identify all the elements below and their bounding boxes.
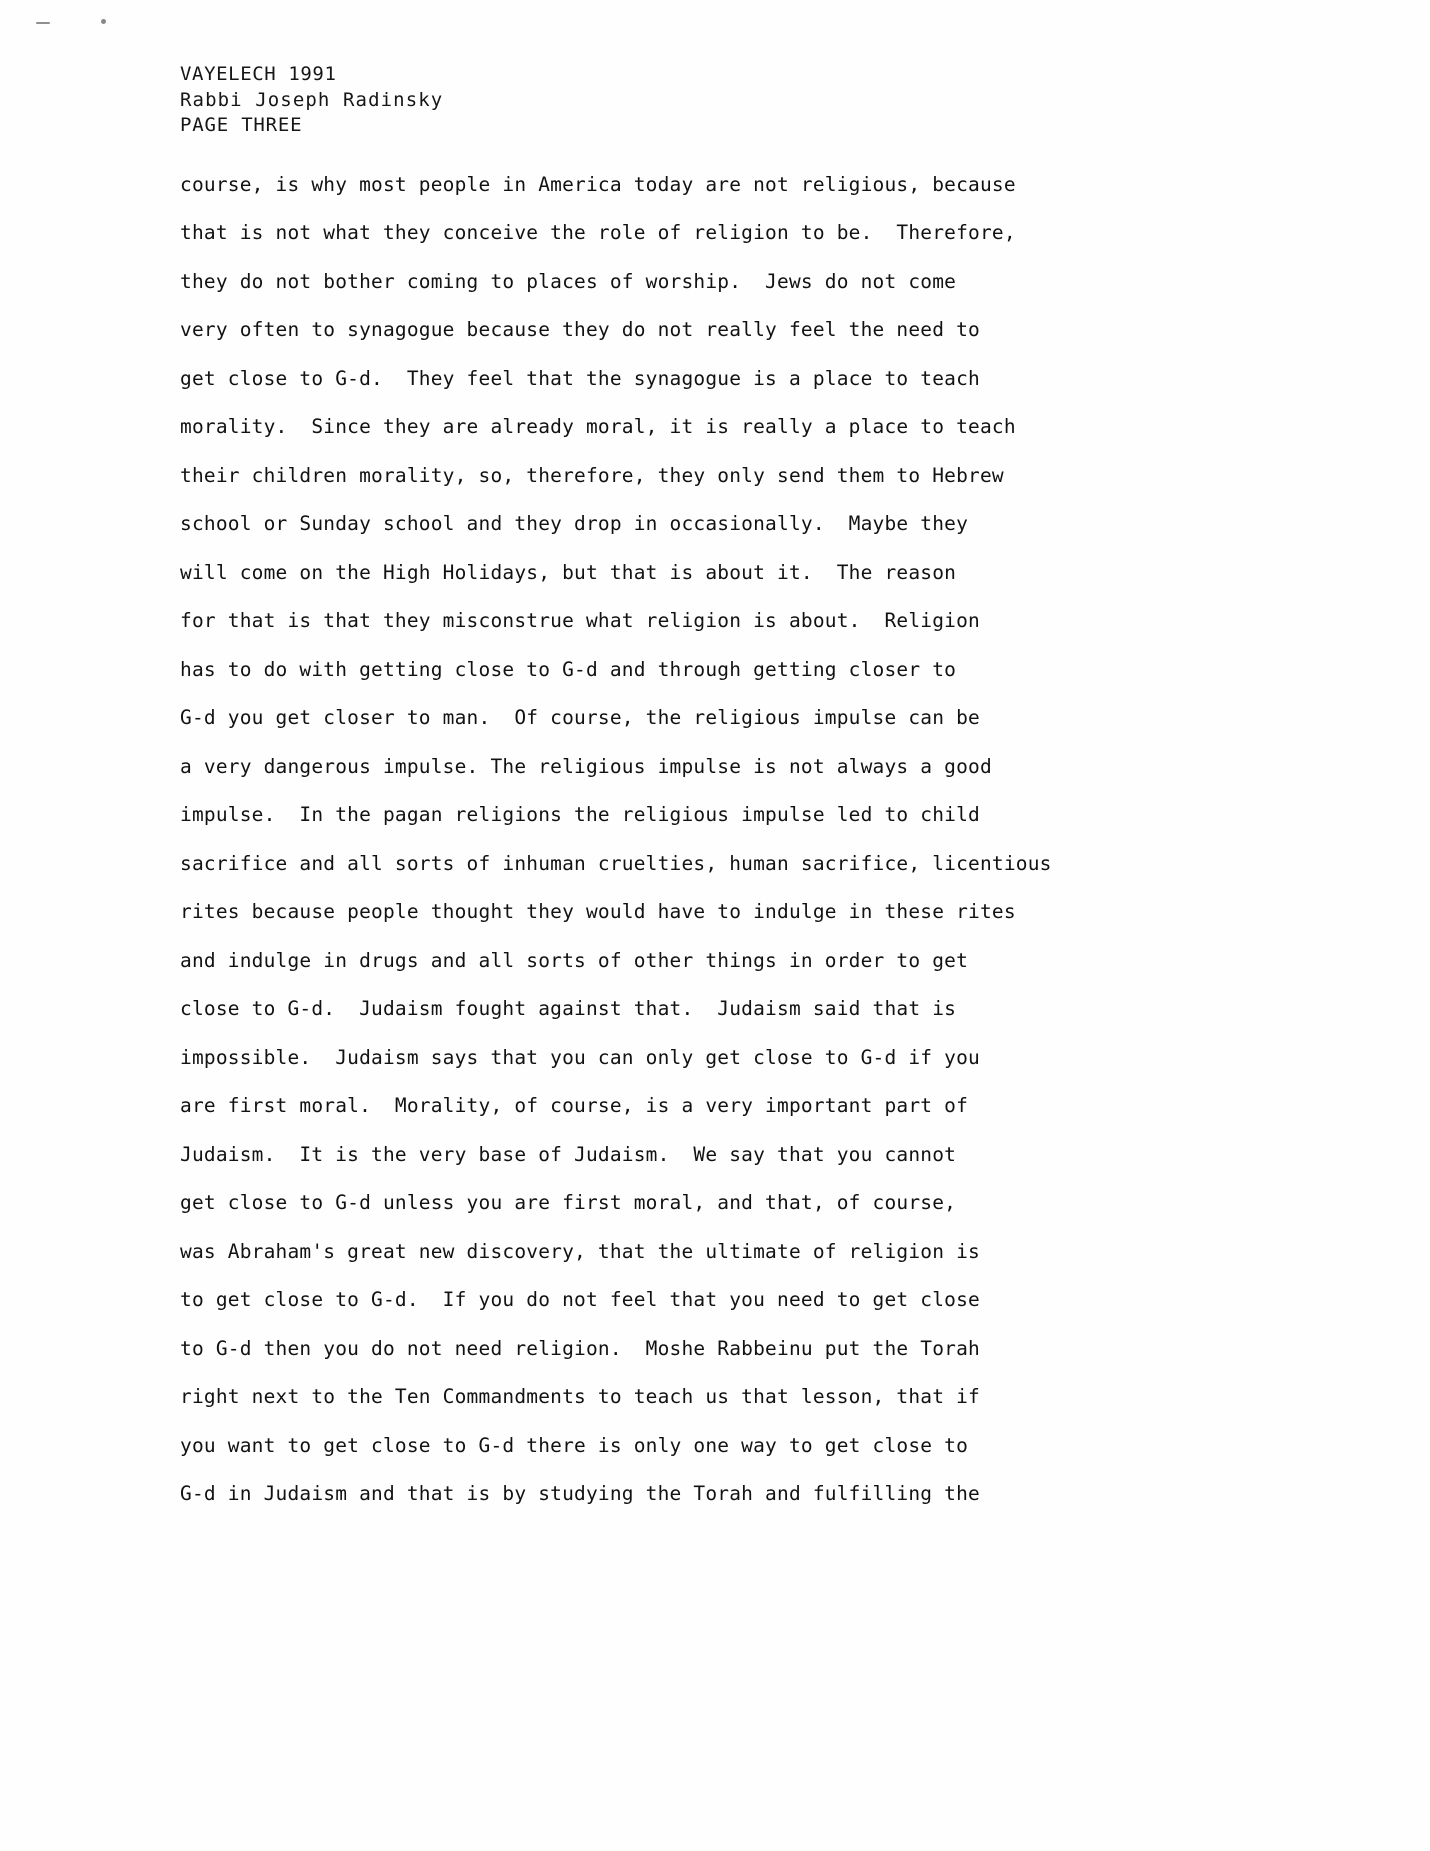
text-line: has to do with getting close to G-d and through getting closer to <box>180 657 957 681</box>
text-line: school or Sunday school and they drop in occasionally. Maybe they <box>180 512 969 535</box>
scan-artifact-dash <box>36 22 50 24</box>
document-header <box>180 62 1250 139</box>
text-line: are first moral. Morality, of course, is a very important part of <box>180 1094 969 1117</box>
text-line: get close to G-d unless you are first moral, and that, of course, <box>180 1191 957 1214</box>
header-page-number: PAGE THREE <box>180 114 303 136</box>
text-line: course, is why most people in America today are not religious, because <box>180 172 1016 196</box>
text-line: you want to get close to G-d there is only one way to get close to <box>180 1433 969 1457</box>
text-line: G-d you get closer to man. Of course, the religious impulse can be <box>180 706 980 729</box>
text-line: close to G-d. Judaism fought against that. Judaism said that is <box>180 997 957 1020</box>
text-line: Judaism. It is the very base of Judaism. We say that you cannot <box>180 1142 957 1166</box>
text-line: rites because people thought they would have to indulge in these rites <box>180 900 1016 923</box>
document-paragraph <box>180 161 1250 1519</box>
text-line: their children morality, so, therefore, they only send them to Hebrew <box>180 463 1004 487</box>
text-line: and indulge in drugs and all sorts of other things in order to get <box>180 948 969 972</box>
text-line: to get close to G-d. If you do not feel that you need to get close <box>180 1288 980 1311</box>
text-line: sacrifice and all sorts of inhuman cruelties, human sacrifice, licentious <box>180 851 1052 875</box>
text-line: G-d in Judaism and that is by studying the Torah and fulfilling the <box>180 1482 980 1505</box>
text-line: right next to the Ten Commandments to teach us that lesson, that if <box>180 1385 980 1408</box>
text-line: they do not bother coming to places of worship. Jews do not come <box>180 269 957 293</box>
text-line: impulse. In the pagan religions the religious impulse led to child <box>180 803 980 826</box>
text-line: get close to G-d. They feel that the synagogue is a place to teach <box>180 366 980 390</box>
header-title: VAYELECH 1991 <box>180 63 337 85</box>
text-line: impossible. Judaism says that you can only get close to G-d if you <box>180 1045 980 1069</box>
text-line: will come on the High Holidays, but that is about it. The reason <box>180 560 957 584</box>
text-line: was Abraham's great new discovery, that the ultimate of religion is <box>180 1239 980 1263</box>
scan-artifact-dot <box>101 19 106 24</box>
text-line: to G-d then you do not need religion. Moshe Rabbeinu put the Torah <box>180 1336 980 1360</box>
text-line: a very dangerous impulse. The religious impulse is not always a good <box>180 754 992 778</box>
text-line: morality. Since they are already moral, it is really a place to teach <box>180 415 1016 438</box>
text-line: very often to synagogue because they do not really feel the need to <box>180 318 980 341</box>
text-line: for that is that they misconstrue what religion is about. Religion <box>180 609 980 632</box>
text-line: that is not what they conceive the role of religion to be. Therefore, <box>180 221 1016 244</box>
header-author: Rabbi Joseph Radinsky <box>180 88 444 111</box>
document-text-column <box>180 62 1250 1519</box>
